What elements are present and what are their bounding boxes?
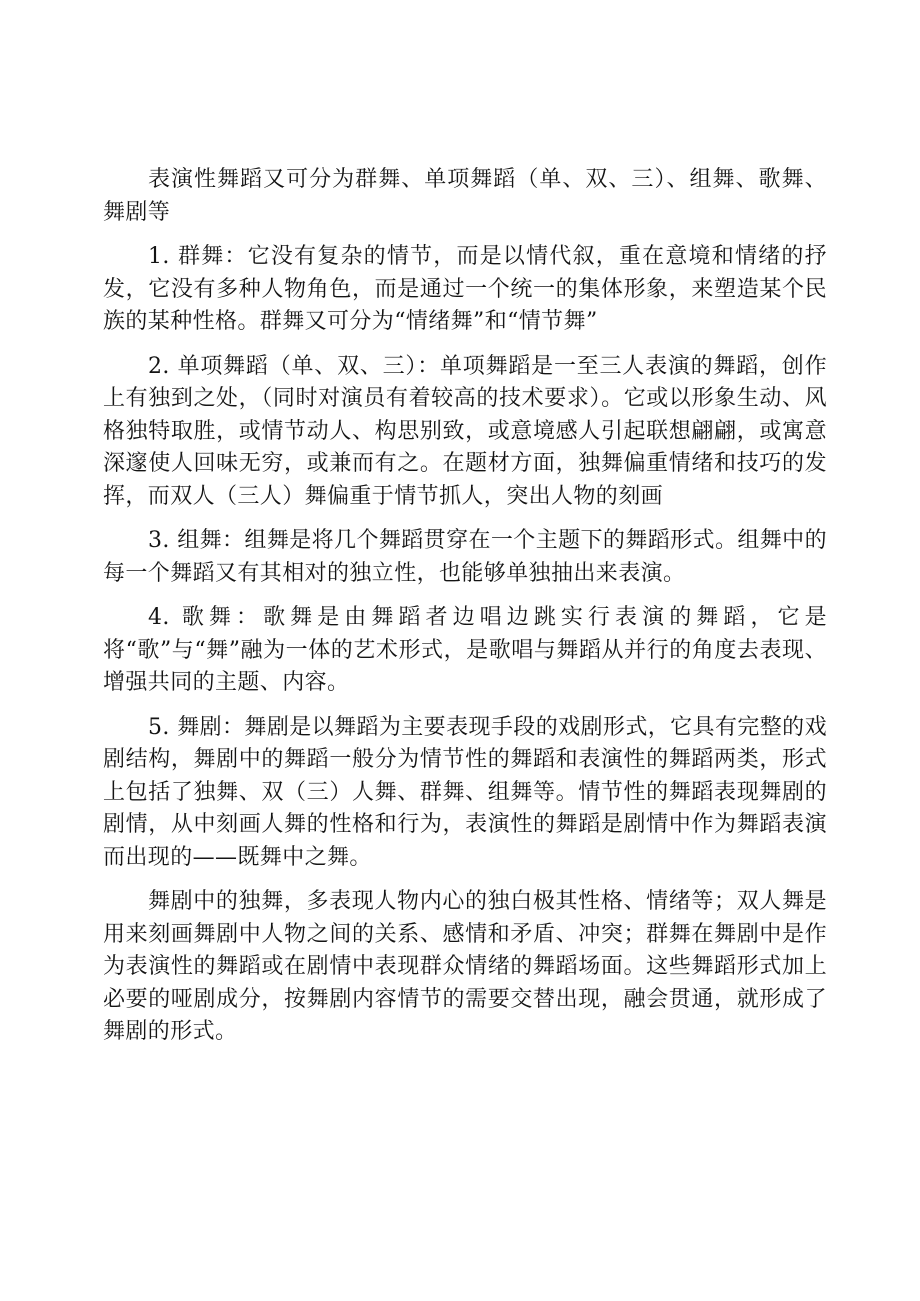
paragraph-suite-dance: 3. 组舞：组舞是将几个舞蹈贯穿在一个主题下的舞蹈形式。组舞中的每一个舞蹈又有其相对的独立性，也能够单独抽出来表演。 xyxy=(103,528,827,586)
paragraph-single-dance: 2. 单项舞蹈（单、双、三）：单项舞蹈是一至三人表演的舞蹈，创作上有独到之处，（同时对演员有着较高的技术要求）。它或以形象生动、风格独特取胜，或情节动人、构思别致，或意境感人引起联想翩翩，或寓意深邃使人回味无穷，或兼而有之。在题材方面，独舞偏重情绪和技巧的发挥，而双人（三人）舞偏重于情节抓人，突出人物的刻画 xyxy=(103,353,827,509)
paragraph-song-dance: 4. 歌舞：歌舞是由舞蹈者边唱边跳实行表演的舞蹈，它是将“歌”与“舞”融为一体的艺术形式，是歌唱与舞蹈从并行的角度去表现、增强共同的主题、内容。 xyxy=(103,605,827,695)
paragraph-dance-drama: 5. 舞剧：舞剧是以舞蹈为主要表现手段的戏剧形式，它具有完整的戏剧结构，舞剧中的舞蹈一般分为情节性的舞蹈和表演性的舞蹈两类，形式上包括了独舞、双（三）人舞、群舞、组舞等。情节性的舞蹈表现舞剧的剧情，从中刻画人舞的性格和行为，表演性的舞蹈是剧情中作为舞蹈表演而出现的——既舞中之舞。 xyxy=(103,714,827,870)
intro-paragraph: 表演性舞蹈又可分为群舞、单项舞蹈（单、双、三）、组舞、歌舞、舞剧等 xyxy=(103,167,827,225)
paragraph-group-dance: 1. 群舞：它没有复杂的情节，而是以情代叙，重在意境和情绪的抒发，它没有多种人物角色，而是通过一个统一的集体形象，来塑造某个民族的某种性格。群舞又可分为“情绪舞”和“情节舞” xyxy=(103,244,827,334)
paragraph-dance-drama-forms: 舞剧中的独舞，多表现人物内心的独白极其性格、情绪等；双人舞是用来刻画舞剧中人物之间的关系、感情和矛盾、冲突；群舞在舞剧中是作为表演性的舞蹈或在剧情中表现群众情绪的舞蹈场面。这些舞蹈形式加上必要的哑剧成分，按舞剧内容情节的需要交替出现，融会贯通，就形成了舞剧的形式。 xyxy=(103,889,827,1044)
document-body xyxy=(103,164,827,1061)
